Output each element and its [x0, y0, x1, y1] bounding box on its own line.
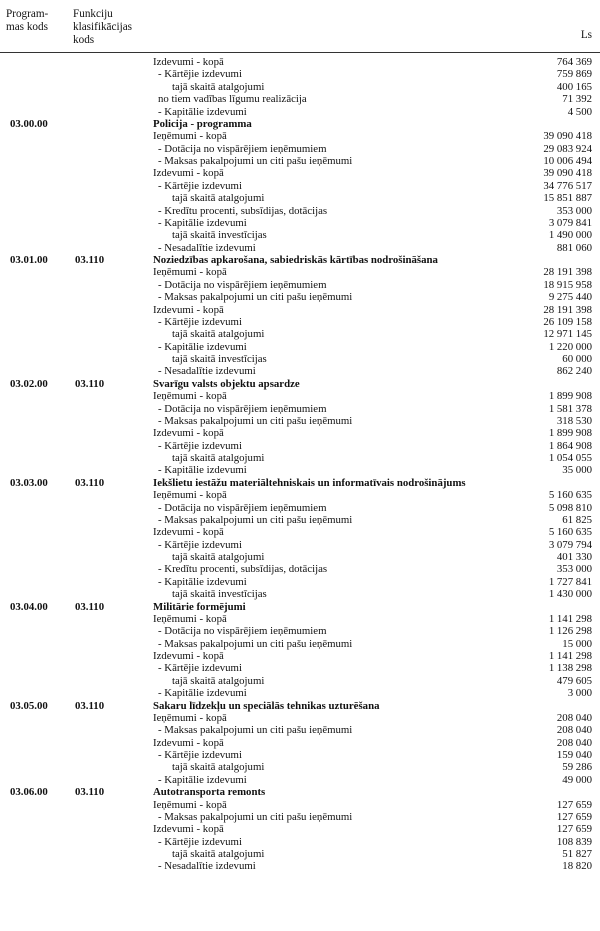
- table-row: [0, 440, 600, 452]
- program-code: 03.06.00: [10, 786, 48, 799]
- row-label: Ieņēmumi - kopā: [153, 798, 227, 811]
- row-label: Izdevumi - kopā: [153, 823, 224, 836]
- row-value: 61 825: [562, 513, 592, 526]
- row-label: Izdevumi - kopā: [153, 56, 224, 68]
- row-value: 1 490 000: [548, 229, 592, 242]
- row-value: 759 869: [556, 68, 592, 81]
- table-row: [0, 539, 600, 551]
- table-row: [0, 217, 600, 229]
- row-value: 12 971 145: [543, 328, 592, 341]
- table-row: [0, 415, 600, 427]
- row-value: 401 330: [556, 551, 592, 563]
- row-label: - Maksas pakalpojumi un citi pašu ieņēmumi: [158, 291, 353, 304]
- table-row: [0, 749, 600, 761]
- row-label: tajā skaitā investīcijas: [172, 588, 267, 601]
- function-code-header: Funkciju klasifikācijas kods: [73, 8, 133, 46]
- row-label: Ieņēmumi - kopā: [153, 390, 227, 403]
- row-label: - Kārtējie izdevumi: [158, 749, 242, 761]
- row-value: 1 138 298: [548, 662, 592, 675]
- table-row: [0, 848, 600, 860]
- table-row: [0, 328, 600, 340]
- table-row: [0, 613, 600, 625]
- row-value: 10 006 494: [543, 155, 592, 167]
- row-label: Ieņēmumi - kopā: [153, 130, 227, 143]
- row-label: no tiem vadības līgumu realizācija: [158, 93, 307, 106]
- row-value: 5 160 635: [548, 526, 592, 539]
- table-row: [0, 551, 600, 563]
- table-row: [0, 427, 600, 439]
- table-row: [0, 638, 600, 650]
- row-label: - Kredītu procenti, subsīdijas, dotācijas: [158, 563, 328, 576]
- row-value: 3 000: [567, 687, 592, 700]
- table-row: [0, 93, 600, 105]
- table-row: [0, 799, 600, 811]
- function-code: 03.110: [75, 377, 105, 390]
- table-row: [0, 403, 600, 415]
- table-row: [0, 489, 600, 501]
- row-value: 39 090 418: [543, 130, 592, 143]
- table-row: [0, 130, 600, 142]
- row-label: tajā skaitā atalgojumi: [172, 761, 265, 774]
- program-heading-row: [0, 786, 600, 798]
- row-label: Ieņēmumi - kopā: [153, 711, 227, 724]
- row-value: 39 090 418: [543, 167, 592, 180]
- table-row: [0, 452, 600, 464]
- program-code: 03.01.00: [10, 254, 48, 266]
- row-label: - Kapitālie izdevumi: [158, 687, 247, 700]
- program-heading-row: [0, 378, 600, 390]
- program-heading-row: [0, 254, 600, 266]
- row-label: tajā skaitā atalgojumi: [172, 848, 265, 860]
- table-row: [0, 724, 600, 736]
- table-row: [0, 514, 600, 526]
- table-row: [0, 860, 600, 872]
- row-value: 862 240: [556, 365, 592, 378]
- table-row: [0, 675, 600, 687]
- row-label: - Kārtējie izdevumi: [158, 835, 242, 848]
- program-heading-row: [0, 601, 600, 613]
- row-label: - Dotācija no vispārējiem ieņēmumiem: [158, 625, 327, 638]
- table-row: [0, 774, 600, 786]
- table-row: [0, 464, 600, 476]
- function-code: 03.110: [75, 786, 105, 799]
- program-code: 03.04.00: [10, 600, 48, 613]
- row-value: 18 820: [562, 860, 592, 873]
- row-value: 1 054 055: [548, 452, 592, 464]
- row-label: - Kārtējie izdevumi: [158, 662, 242, 675]
- row-value: 1 141 298: [548, 650, 592, 662]
- row-label: - Kapitālie izdevumi: [158, 216, 247, 229]
- table-row: [0, 242, 600, 254]
- row-value: 35 000: [562, 464, 592, 477]
- row-label: - Maksas pakalpojumi un citi pašu ieņēmumi: [158, 155, 353, 167]
- row-label: - Kārtējie izdevumi: [158, 68, 242, 81]
- row-value: 1 899 908: [548, 390, 592, 403]
- row-label: Ieņēmumi - kopā: [153, 489, 227, 502]
- row-label: - Maksas pakalpojumi un citi pašu ieņēmumi: [158, 513, 353, 526]
- table-row: [0, 687, 600, 699]
- row-label: tajā skaitā atalgojumi: [172, 328, 265, 341]
- row-value: 29 083 924: [543, 142, 592, 155]
- row-value: 1 430 000: [548, 588, 592, 601]
- function-code: 03.110: [75, 600, 105, 613]
- table-row: [0, 761, 600, 773]
- table-row: [0, 737, 600, 749]
- row-label: Ieņēmumi - kopā: [153, 612, 227, 625]
- table-row: [0, 167, 600, 179]
- table-header: [0, 0, 600, 52]
- currency-header: Ls: [580, 29, 592, 41]
- program-heading-row: [0, 118, 600, 130]
- table-row: [0, 143, 600, 155]
- row-value: 479 605: [556, 674, 592, 687]
- row-label: - Dotācija no vispārējiem ieņēmumiem: [158, 278, 327, 291]
- program-code: 03.02.00: [10, 377, 48, 390]
- row-label: Izdevumi - kopā: [153, 526, 224, 539]
- row-label: Svarīgu valsts objektu apsardze: [153, 377, 300, 390]
- row-value: 59 286: [562, 761, 592, 774]
- row-label: Izdevumi - kopā: [153, 736, 224, 749]
- table-row: [0, 811, 600, 823]
- row-value: 108 839: [556, 835, 592, 848]
- row-label: - Nesadalītie izdevumi: [158, 365, 256, 378]
- row-value: 71 392: [562, 93, 592, 106]
- row-label: Izdevumi - kopā: [153, 167, 224, 180]
- row-value: 127 659: [556, 798, 592, 811]
- row-value: 3 079 794: [548, 538, 592, 551]
- row-label: - Kārtējie izdevumi: [158, 315, 242, 328]
- table-row: [0, 279, 600, 291]
- header-divider: [0, 52, 600, 53]
- row-value: 34 776 517: [543, 179, 592, 192]
- row-label: tajā skaitā atalgojumi: [172, 192, 265, 205]
- table-row: [0, 56, 600, 68]
- row-label: - Maksas pakalpojumi un citi pašu ieņēmumi: [158, 637, 353, 650]
- row-value: 764 369: [556, 56, 592, 68]
- table-row: [0, 229, 600, 241]
- row-value: 1 141 298: [548, 612, 592, 625]
- row-label: - Nesadalītie izdevumi: [158, 241, 256, 254]
- row-label: - Maksas pakalpojumi un citi pašu ieņēmumi: [158, 414, 353, 427]
- row-value: 28 191 398: [543, 266, 592, 279]
- row-label: Ieņēmumi - kopā: [153, 266, 227, 279]
- table-row: [0, 304, 600, 316]
- table-row: [0, 576, 600, 588]
- table-row: [0, 662, 600, 674]
- row-value: 18 915 958: [543, 278, 592, 291]
- row-value: 5 098 810: [548, 501, 592, 514]
- table-row: [0, 341, 600, 353]
- row-value: 208 040: [556, 711, 592, 724]
- table-row: [0, 836, 600, 848]
- row-label: tajā skaitā investīcijas: [172, 229, 267, 242]
- row-value: 353 000: [556, 563, 592, 576]
- row-label: - Kapitālie izdevumi: [158, 340, 247, 353]
- row-label: Izdevumi - kopā: [153, 650, 224, 662]
- row-value: 127 659: [556, 823, 592, 836]
- row-label: - Kapitālie izdevumi: [158, 575, 247, 588]
- row-value: 400 165: [556, 80, 592, 93]
- table-row: [0, 390, 600, 402]
- row-value: 159 040: [556, 749, 592, 761]
- row-value: 1 899 908: [548, 427, 592, 440]
- row-label: tajā skaitā atalgojumi: [172, 551, 265, 563]
- row-label: Militārie formējumi: [153, 600, 246, 613]
- budget-table: [0, 56, 600, 873]
- program-code-header: Program- mas kods: [6, 8, 49, 33]
- row-label: Noziedzības apkarošana, sabiedriskās kārtības nodrošināšana: [153, 254, 438, 266]
- row-value: 1 126 298: [548, 625, 592, 638]
- row-label: - Kredītu procenti, subsīdijas, dotācijas: [158, 204, 328, 217]
- row-value: 5 160 635: [548, 489, 592, 502]
- row-value: 3 079 841: [548, 216, 592, 229]
- program-code: 03.05.00: [10, 699, 48, 712]
- row-label: Sakaru līdzekļu un speciālās tehnikas uzturēšana: [153, 699, 380, 712]
- program-heading-row: [0, 700, 600, 712]
- row-value: 318 530: [556, 414, 592, 427]
- row-label: tajā skaitā atalgojumi: [172, 674, 265, 687]
- row-value: 1 727 841: [548, 575, 592, 588]
- program-code: 03.00.00: [10, 117, 48, 130]
- table-row: [0, 563, 600, 575]
- row-value: 15 000: [562, 637, 592, 650]
- row-label: - Dotācija no vispārējiem ieņēmumiem: [158, 501, 327, 514]
- function-code: 03.110: [75, 476, 105, 489]
- row-value: 1 220 000: [548, 340, 592, 353]
- row-value: 1 864 908: [548, 439, 592, 452]
- row-label: - Kārtējie izdevumi: [158, 179, 242, 192]
- row-label: - Kapitālie izdevumi: [158, 773, 247, 786]
- row-label: - Nesadalītie izdevumi: [158, 860, 256, 873]
- function-code: 03.110: [75, 699, 105, 712]
- row-label: - Kārtējie izdevumi: [158, 538, 242, 551]
- row-label: Izdevumi - kopā: [153, 303, 224, 316]
- table-row: [0, 316, 600, 328]
- table-row: [0, 266, 600, 278]
- table-row: [0, 526, 600, 538]
- row-label: - Dotācija no vispārējiem ieņēmumiem: [158, 402, 327, 415]
- table-row: [0, 588, 600, 600]
- function-code: 03.110: [75, 254, 105, 266]
- row-label: Policija - programma: [153, 117, 252, 130]
- table-row: [0, 353, 600, 365]
- program-code: 03.03.00: [10, 476, 48, 489]
- row-label: - Maksas pakalpojumi un citi pašu ieņēmumi: [158, 810, 353, 823]
- row-value: 353 000: [556, 204, 592, 217]
- row-value: 1 581 378: [548, 402, 592, 415]
- row-label: - Kārtējie izdevumi: [158, 439, 242, 452]
- row-label: Izdevumi - kopā: [153, 427, 224, 440]
- row-value: 9 275 440: [548, 291, 592, 304]
- table-row: [0, 205, 600, 217]
- row-label: tajā skaitā atalgojumi: [172, 452, 265, 464]
- table-row: [0, 291, 600, 303]
- table-row: [0, 625, 600, 637]
- table-row: [0, 823, 600, 835]
- row-value: 28 191 398: [543, 303, 592, 316]
- table-row: [0, 502, 600, 514]
- row-value: 51 827: [562, 848, 592, 860]
- table-row: [0, 650, 600, 662]
- program-heading-row: [0, 477, 600, 489]
- table-row: [0, 155, 600, 167]
- row-label: - Kapitālie izdevumi: [158, 464, 247, 477]
- table-row: [0, 192, 600, 204]
- table-row: [0, 106, 600, 118]
- row-label: tajā skaitā investīcijas: [172, 353, 267, 365]
- row-value: 15 851 887: [543, 192, 592, 205]
- row-label: Iekšlietu iestāžu materiāltehniskais un informatīvais nodrošinājums: [153, 476, 466, 489]
- row-label: tajā skaitā atalgojumi: [172, 80, 265, 93]
- row-value: 127 659: [556, 810, 592, 823]
- row-value: 49 000: [562, 773, 592, 786]
- table-row: [0, 68, 600, 80]
- row-value: 208 040: [556, 724, 592, 737]
- row-label: - Kapitālie izdevumi: [158, 105, 247, 118]
- row-value: 208 040: [556, 736, 592, 749]
- row-label: - Dotācija no vispārējiem ieņēmumiem: [158, 142, 327, 155]
- row-value: 26 109 158: [543, 315, 592, 328]
- row-value: 4 500: [567, 105, 592, 118]
- table-row: [0, 712, 600, 724]
- table-row: [0, 365, 600, 377]
- row-label: - Maksas pakalpojumi un citi pašu ieņēmumi: [158, 724, 353, 737]
- table-row: [0, 81, 600, 93]
- row-label: Autotransporta remonts: [153, 786, 266, 799]
- table-row: [0, 180, 600, 192]
- row-value: 881 060: [556, 241, 592, 254]
- row-value: 60 000: [562, 353, 592, 365]
